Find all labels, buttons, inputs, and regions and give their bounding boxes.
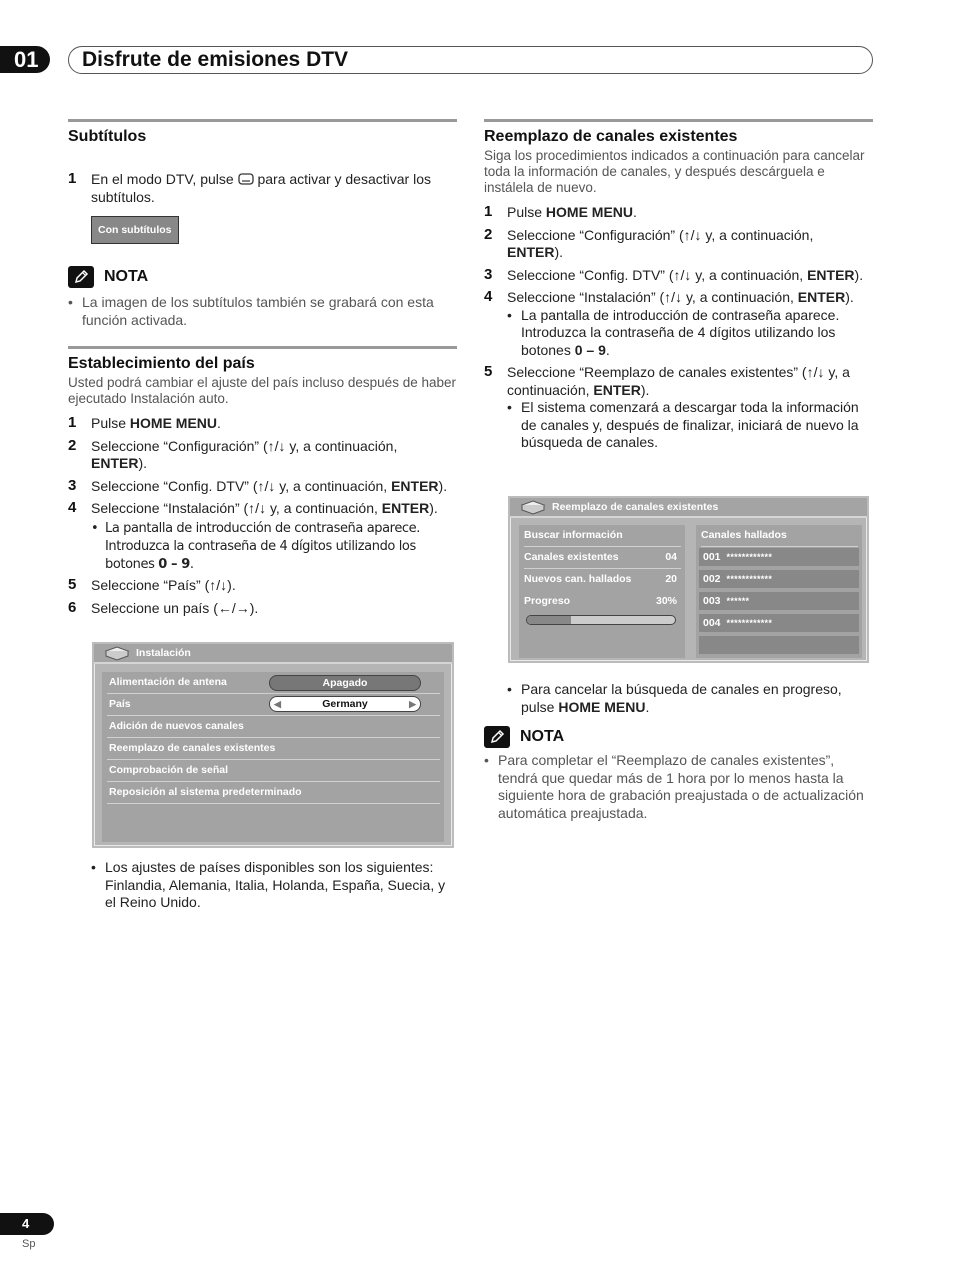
replace-step-1: 1 Pulse HOME MENU.	[484, 203, 637, 220]
subtitle-step-1: 1 En el modo DTV, pulse para activar y desactivar los subtítulos.	[68, 170, 431, 205]
page-number: 4	[0, 1213, 54, 1235]
menu-item-country[interactable]: País ◀ Germany ▶	[107, 694, 440, 716]
progress-row: Progreso 30%	[524, 595, 677, 607]
country-step-4: 4 Seleccione “Instalación” (↑/↓ y, a continuación, ENTER).	[68, 499, 438, 516]
screen-title-bar: Instalación	[94, 644, 452, 664]
country-selector[interactable]: ◀ Germany ▶	[269, 696, 421, 712]
replace-step-4: 4 Seleccione “Instalación” (↑/↓ y, a continuación, ENTER).	[484, 288, 854, 305]
replace-step-5-bullet: • El sistema comenzará a descargar toda la información de canales y, después de finalizar, iniciará de nuevo la búsqueda de canales.	[507, 399, 873, 452]
section-title-reemplazo: Reemplazo de canales existentes	[484, 119, 873, 146]
progress-bar	[526, 615, 676, 625]
new-channels-row: Nuevos can. hallados 20	[524, 573, 677, 585]
chapter-number: 01	[0, 46, 50, 73]
menu-item-add-channels[interactable]: Adición de nuevos canales	[107, 716, 440, 738]
channel-row: 001 ************	[699, 548, 859, 566]
left-column	[68, 119, 457, 618]
replace-step-3: 3 Seleccione “Config. DTV” (↑/↓ y, a continuación, ENTER).	[484, 265, 864, 283]
setup-icon	[520, 500, 546, 516]
note-text: • La imagen de los subtítulos también se grabará con esta función activada.	[68, 294, 457, 329]
channel-row: 004 ************	[699, 614, 859, 632]
page-title: Disfrute de emisiones DTV	[68, 46, 873, 74]
found-channels-panel	[696, 525, 862, 658]
replace-steps	[484, 204, 873, 452]
cancel-search-bullet: • Para cancelar la búsqueda de canales en progreso, pulse HOME MENU.	[507, 681, 873, 716]
channel-row: 003 ******	[699, 592, 859, 610]
replace-note	[484, 726, 873, 822]
screen-title-bar: Reemplazo de canales existentes	[510, 498, 867, 518]
existing-channels-row: Canales existentes 04	[524, 547, 681, 569]
country-step-2: 2 Seleccione “Configuración” (↑/↓ y, a continuación, ENTER).	[68, 436, 398, 471]
note-text: • Para completar el “Reemplazo de canales existentes”, tendrá que quedar más de 1 hora por lo menos hasta la siguiente hora de grabación preajustada o de actualización automática preajustada.	[484, 752, 873, 822]
country-step-1: 1 Pulse HOME MENU.	[68, 414, 221, 431]
channel-row-empty	[699, 636, 859, 654]
country-step-4-bullet: • La pantalla de introducción de contraseña aparece. Introduzca la contraseña de 4 dígitos utilizando los botones 0 – 9.	[91, 520, 457, 574]
replace-step-5: 5 Seleccione “Reemplazo de canales existentes” (↑/↓ y, a continuación, ENTER).	[484, 363, 850, 398]
page-language: Sp	[22, 1238, 36, 1250]
section-intro: Siga los procedimientos indicados a continuación para cancelar toda la información de canales, y después descárguela e instálela de nuevo.	[484, 148, 865, 195]
installation-screen	[92, 642, 454, 848]
menu-item-antenna[interactable]: Alimentación de antena Apagado	[107, 672, 440, 694]
note-header: NOTA	[484, 726, 873, 748]
replace-step-4-bullet: • La pantalla de introducción de contraseña aparece. Introduzca la contraseña de 4 dígitos utilizando los botones 0 – 9.	[507, 307, 873, 360]
country-list-bullet: • Los ajustes de países disponibles son los siguientes: Finlandia, Alemania, Italia, Holanda, España, Suecia, y el Reino Unido.	[91, 859, 457, 912]
arrow-left-icon[interactable]: ◀	[274, 699, 281, 709]
note-icon	[484, 726, 510, 748]
country-step-3: 3 Seleccione “Config. DTV” (↑/↓ y, a continuación, ENTER).	[68, 476, 448, 494]
installation-menu	[102, 672, 444, 842]
menu-item-replace-channels[interactable]: Reemplazo de canales existentes	[107, 738, 440, 760]
section-title-pais: Establecimiento del país	[68, 346, 457, 373]
search-info-header: Buscar información	[524, 525, 681, 547]
menu-item-signal-check[interactable]: Comprobación de señal	[107, 760, 440, 782]
arrow-right-icon[interactable]: ▶	[409, 699, 416, 709]
country-steps	[68, 415, 457, 618]
note-header: NOTA	[68, 266, 457, 288]
country-step-5: 5 Seleccione “País” (↑/↓).	[68, 575, 236, 593]
antenna-value[interactable]: Apagado	[269, 675, 421, 691]
section-intro: Usted podrá cambiar el ajuste del país incluso después de haber ejecutado Instalación auto.	[68, 375, 456, 406]
setup-icon	[104, 646, 130, 662]
subtitles-on-display: Con subtítulos	[91, 216, 179, 244]
after-screen-content	[507, 681, 873, 716]
search-info-panel	[519, 525, 685, 658]
replace-step-2: 2 Seleccione “Configuración” (↑/↓ y, a continuación, ENTER).	[484, 225, 814, 260]
subtitle-button-icon	[238, 173, 254, 186]
channel-row: 002 ************	[699, 570, 859, 588]
progress-bar-fill	[527, 616, 571, 624]
note-icon	[68, 266, 94, 288]
right-column	[484, 119, 873, 452]
section-title-subtitulos: Subtítulos	[68, 119, 457, 146]
country-step-6: 6 Seleccione un país (←/→).	[68, 599, 259, 616]
replace-channels-screen	[508, 496, 869, 663]
found-channels-header: Canales hallados	[701, 525, 858, 547]
menu-item-reset[interactable]: Reposición al sistema predeterminado	[107, 782, 440, 804]
